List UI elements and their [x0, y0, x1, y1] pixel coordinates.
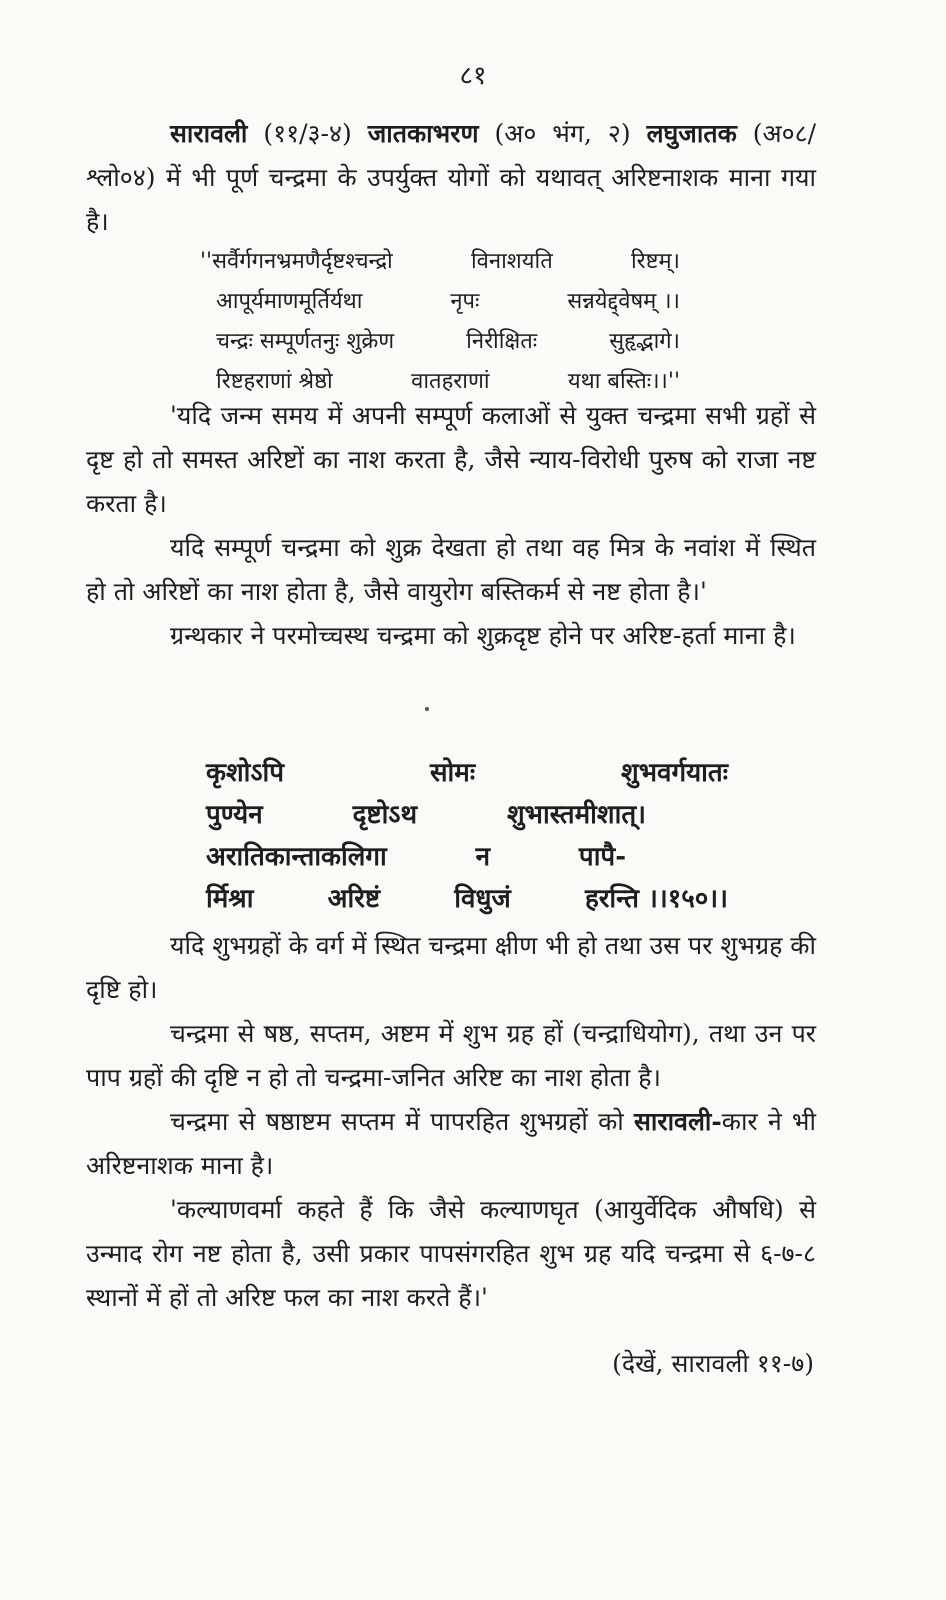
intro-text-1: (११/३-४) — [247, 119, 368, 148]
sanskrit-verse-1 — [200, 242, 680, 402]
paragraph-5: चन्द्रमा से षष्ठ, सप्तम, अष्टम में शुभ ग्रह हों (चन्द्राधियोग), तथा उन पर पाप ग्रहों की दृष्टि न हो तो चन्द्रमा-जनित अरिष्ट का नाश होता है। — [86, 1019, 816, 1092]
reference-citation: (देखें, सारावली ११-७) — [612, 1349, 814, 1378]
book-name-laghujatak: लघुजातक — [646, 119, 737, 148]
page-number: ८१ — [459, 61, 487, 91]
verse-line: र्मिश्रा अरिष्टं विधुजं हरन्ति ।।१५०।। — [206, 884, 728, 914]
verse-line: कृशोऽपि सोमः शुभवर्गयातः — [206, 758, 728, 788]
verse-line: आपूर्यमाणमूर्तिर्यथा नृपः सन्नयेद्द्वेषम् ।। — [216, 289, 680, 314]
book-name-saravali-kar: सारावली- — [633, 1107, 722, 1136]
paragraph-2: यदि सम्पूर्ण चन्द्रमा को शुक्र देखता हो तथा वह मित्र के नवांश में स्थित हो तो अरिष्टों का नाश होता है, जैसे वायुरोग बस्तिकर्म से नष्ट होता है।' — [86, 533, 816, 606]
body-paragraphs-1 — [86, 394, 816, 658]
verse-line: अरातिकान्ताकलिगा न पापै- — [206, 842, 626, 872]
ink-speck — [425, 707, 429, 711]
verse-line: रिष्टहराणां श्रेष्ठो वातहराणां यथा बस्तिः।।'' — [216, 369, 680, 394]
paragraph-6: चन्द्रमा से षष्ठाष्टम सप्तम में पापरहित शुभग्रहों को सारावली-कार ने भी अरिष्टनाशक माना है। — [86, 1107, 816, 1180]
verse-line: ''सर्वैर्गगनभ्रमणैर्दृष्टश्चन्द्रो विनाशयति रिष्टम्। — [200, 249, 680, 274]
paragraph-1: 'यदि जन्म समय में अपनी सम्पूर्ण कलाओं से युक्त चन्द्रमा सभी ग्रहों से दृष्ट हो तो समस्त अरिष्टों का नाश करता है, जैसे न्याय-विरोधी पुरुष को राजा नष्ट करता है। — [86, 401, 816, 518]
paragraph-7: 'कल्याणवर्मा कहते हैं कि जैसे कल्याणघृत (आयुर्वेदिक औषधि) से उन्माद रोग नष्ट होता है, उसी प्रकार पापसंगरहित शुभ ग्रह यदि चन्द्रमा से ६-७-८ स्थानों में हों तो अरिष्ट फल का नाश करते हैं।' — [86, 1195, 816, 1312]
body-paragraphs-2 — [86, 924, 816, 1320]
intro-paragraph — [86, 112, 816, 244]
intro-text-3: (अ०८/श्लो०४) में भी पूर्ण चन्द्रमा के उपर्युक्त योगों को यथावत् अरिष्टनाशक माना गया है। — [86, 119, 816, 236]
intro-text-2: (अ० भंग, २) — [478, 119, 647, 148]
verse-line: पुण्येन दृष्टोऽथ शुभास्तमीशात्। — [206, 800, 646, 830]
paragraph-4: यदि शुभग्रहों के वर्ग में स्थित चन्द्रमा क्षीण भी हो तथा उस पर शुभग्रह की दृष्टि हो। — [86, 931, 816, 1004]
book-name-jatakabharan: जातकाभरण — [367, 119, 479, 148]
sanskrit-verse-150 — [206, 752, 728, 920]
paragraph-3: ग्रन्थकार ने परमोच्चस्थ चन्द्रमा को शुक्रदृष्ट होने पर अरिष्ट-हर्ता माना है। — [170, 621, 796, 650]
verse-line: चन्द्रः सम्पूर्णतनुः शुक्रेण निरीक्षितः सुहृद्भागे। — [216, 329, 680, 354]
book-name-saravali: सारावली — [170, 119, 248, 148]
